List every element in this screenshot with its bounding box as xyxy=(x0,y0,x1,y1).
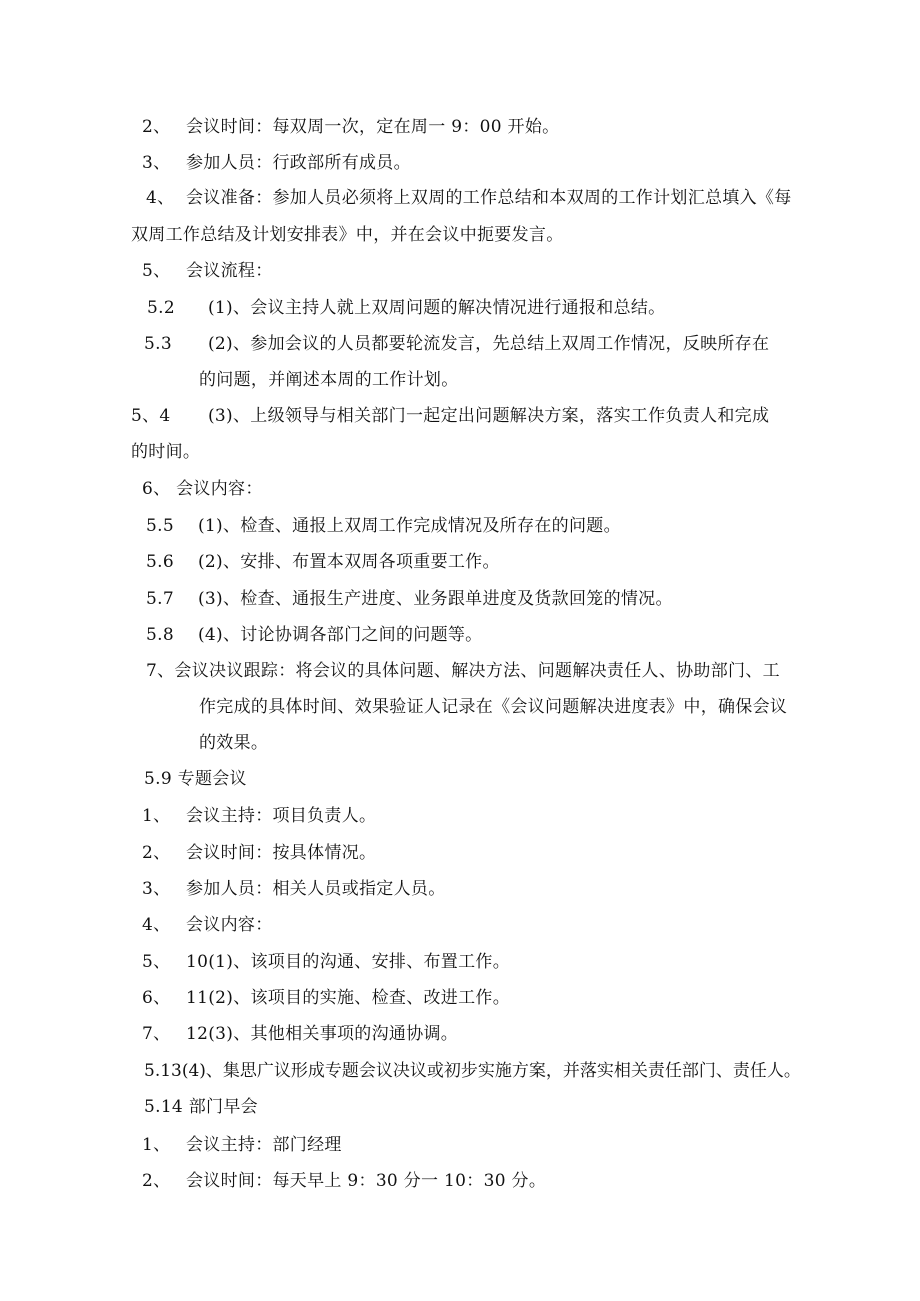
line-content-heading: 6、 会议内容： xyxy=(142,479,263,499)
line-resolution-tracking: 7、会议决议跟踪：将会议的具体问题、解决方法、问题解决责任人、协助部门、工 xyxy=(146,661,780,681)
line-morning-host: 1、 会议主持：部门经理 xyxy=(142,1135,342,1155)
line-special-item-11: 6、 11(2)、该项目的实施、检查、改进工作。 xyxy=(142,988,511,1008)
line-resolution-tracking-end: 的效果。 xyxy=(199,733,269,753)
section-special-meeting: 5.9 专题会议 xyxy=(144,769,247,789)
line-5-8: 5.8 (4)、讨论协调各部门之间的问题等。 xyxy=(146,625,483,645)
line-meeting-time: 2、 会议时间：每双周一次，定在周一 9：00 开始。 xyxy=(142,117,560,137)
line-special-time: 2、 会议时间：按具体情况。 xyxy=(142,843,377,863)
line-special-attendees: 3、 参加人员：相关人员或指定人员。 xyxy=(142,879,446,899)
line-special-item-10: 5、 10(1)、该项目的沟通、安排、布置工作。 xyxy=(142,952,511,972)
line-resolution-tracking-cont: 作完成的具体时间、效果验证人记录在《会议问题解决进度表》中，确保会议 xyxy=(199,697,788,717)
line-special-item-12: 7、 12(3)、其他相关事项的沟通协调。 xyxy=(142,1024,459,1044)
line-5-13: 5.13(4)、集思广议形成专题会议决议或初步实施方案，并落实相关责任部门、责任人。 xyxy=(144,1061,801,1081)
section-department-morning-meeting: 5.14 部门早会 xyxy=(144,1097,258,1117)
line-5-7: 5.7 (3)、检查、通报生产进度、业务跟单进度及货款回笼的情况。 xyxy=(146,589,673,609)
line-5-5: 5.5 (1)、检查、通报上双周工作完成情况及所存在的问题。 xyxy=(146,516,621,536)
line-5-4-cont: 的时间。 xyxy=(131,442,201,462)
line-5-4: 5、4 (3)、上级领导与相关部门一起定出问题解决方案，落实工作负责人和完成 xyxy=(131,406,770,426)
line-special-content: 4、 会议内容： xyxy=(142,915,273,935)
line-special-host: 1、 会议主持：项目负责人。 xyxy=(142,806,377,826)
line-preparation-cont: 双周工作总结及计划安排表》中，并在会议中扼要发言。 xyxy=(131,225,564,245)
line-5-3: 5.3 (2)、参加会议的人员都要轮流发言，先总结上双周工作情况，反映所存在 xyxy=(144,334,770,354)
line-attendees: 3、 参加人员：行政部所有成员。 xyxy=(142,153,411,173)
line-5-3-cont: 的问题，并阐述本周的工作计划。 xyxy=(199,370,459,390)
line-preparation: 4、 会议准备：参加人员必须将上双周的工作总结和本双周的工作计划汇总填入《每 xyxy=(146,188,792,208)
line-process: 5、 会议流程： xyxy=(142,261,273,281)
line-morning-time: 2、 会议时间：每天早上 9：30 分一 10：30 分。 xyxy=(142,1171,547,1191)
line-5-2: 5.2 (1)、会议主持人就上双周问题的解决情况进行通报和总结。 xyxy=(147,298,666,318)
line-5-6: 5.6 (2)、安排、布置本双周各项重要工作。 xyxy=(146,552,500,572)
